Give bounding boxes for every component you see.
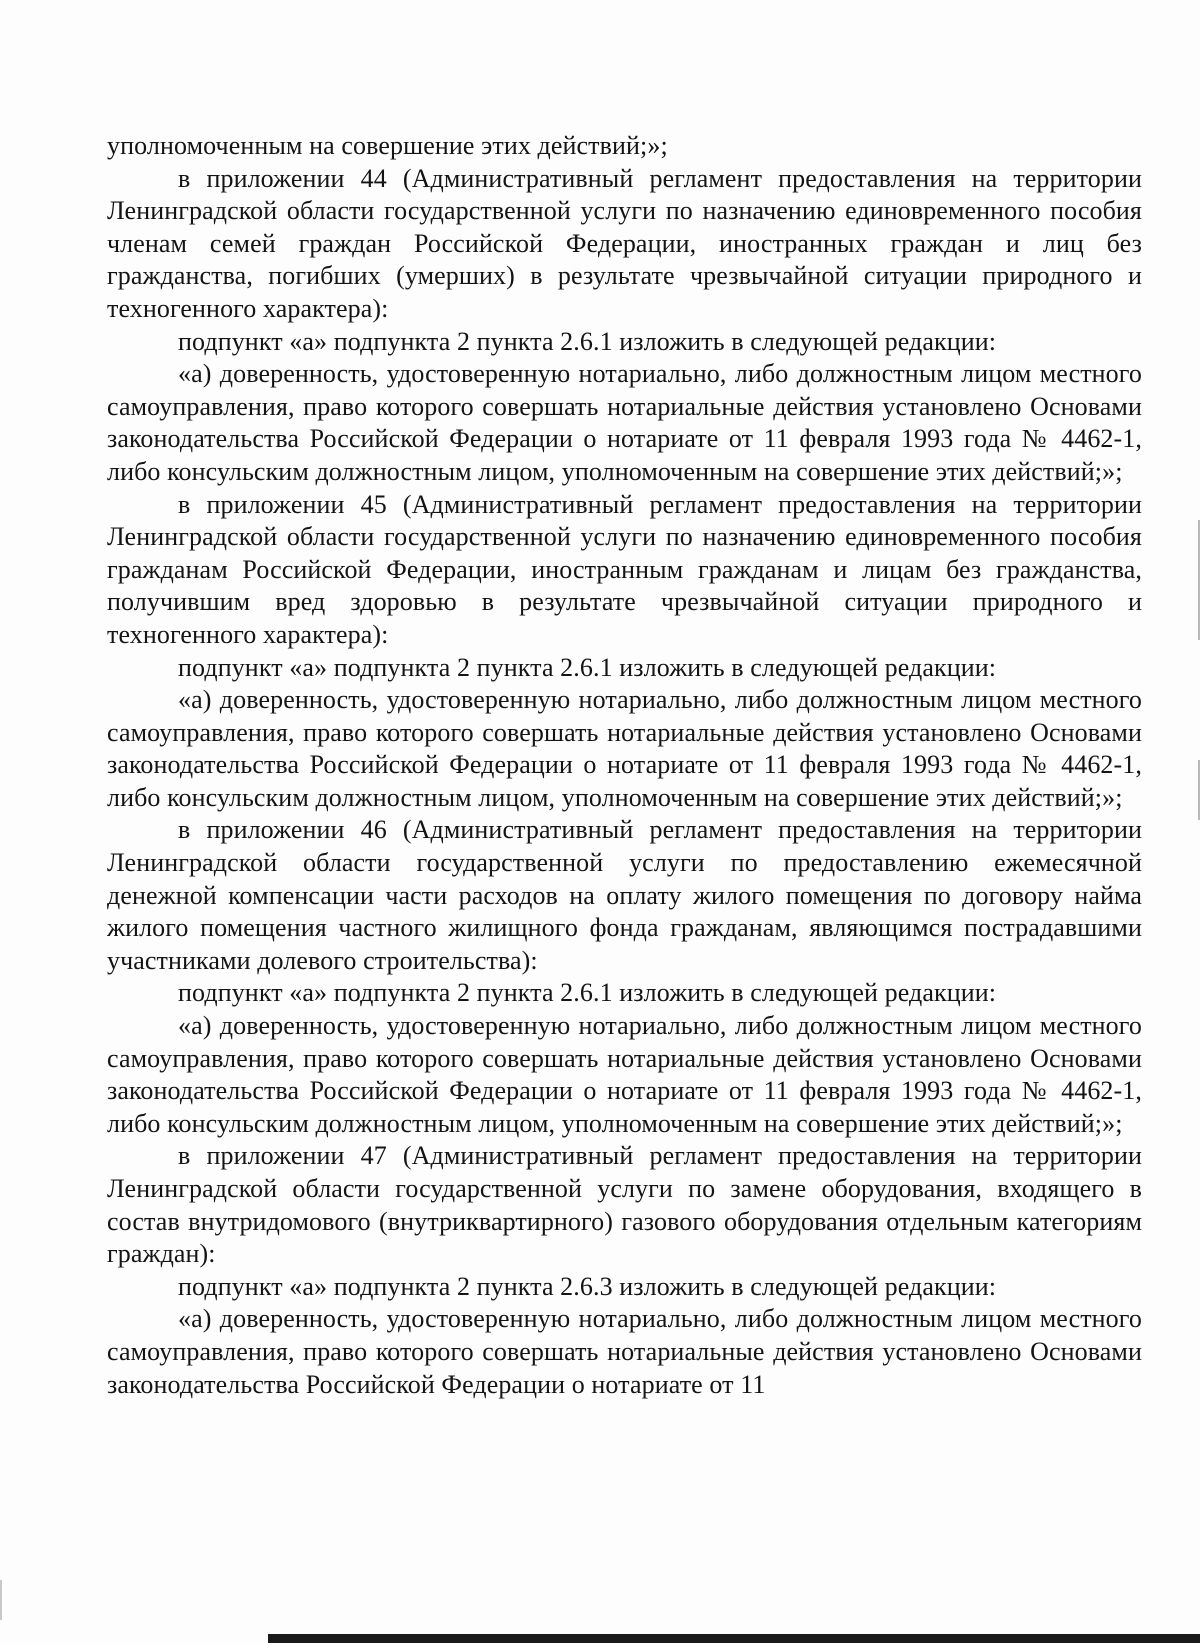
paragraph: подпункт «а» подпункта 2 пункта 2.6.1 изложить в следующей редакции: [178, 652, 997, 682]
paragraph: уполномоченным на совершение этих действий;»; [107, 131, 668, 160]
document-page [107, 130, 1142, 1401]
paragraph: подпункт «а» подпункта 2 пункта 2.6.3 изложить в следующей редакции: [178, 1271, 997, 1301]
paragraph: подпункт «а» подпункта 2 пункта 2.6.1 изложить в следующей редакции: [178, 978, 997, 1008]
scan-edge-mark [0, 1580, 2, 1620]
paragraph: «а) доверенность, удостоверенную нотариально, либо должностным лицом местного самоуправления, право которого совершать нотариальные действия установлено Основами законодательства Российской Федерации о нотариате от 11 февраля 1993 года № 4462-1, либо консульским должностным лицом, уполномоченным на совершение этих действий;»; [107, 359, 1142, 486]
paragraph: «а) доверенность, удостоверенную нотариально, либо должностным лицом местного самоуправления, право которого совершать нотариальные действия установлено Основами законодательства Российской Федерации о нотариате от 11 февраля 1993 года № 4462-1, либо консульским должностным лицом, уполномоченным на совершение этих действий;»; [107, 685, 1142, 812]
paragraph: в приложении 44 (Административный регламент предоставления на территории Ленинградской области государственной услуги по назначению единовременного пособия членам семей граждан Российской Федерации, иностранных граждан и лиц без гражданства, погибших (умерших) в результате чрезвычайной ситуации природного и техногенного характера): [107, 163, 1142, 323]
paragraph: «а) доверенность, удостоверенную нотариально, либо должностным лицом местного самоуправления, право которого совершать нотариальные действия установлено Основами законодательства Российской Федерации о нотариате от 11 [107, 1304, 1142, 1399]
paragraph: в приложении 46 (Административный регламент предоставления на территории Ленинградской области государственной услуги по предоставлению ежемесячной денежной компенсации части расходов на оплату жилого помещения по договору найма жилого помещения частного жилищного фонда гражданам, являющимся пострадавшими участниками долевого строительства): [107, 815, 1142, 975]
paragraph: подпункт «а» подпункта 2 пункта 2.6.1 изложить в следующей редакции: [178, 326, 997, 356]
scan-bottom-rule [268, 1634, 1200, 1643]
paragraph: в приложении 47 (Административный регламент предоставления на территории Ленинградской области государственной услуги по замене оборудования, входящего в состав внутридомового (внутриквартирного) газового оборудования отдельным категориям граждан): [107, 1141, 1142, 1269]
paragraph: в приложении 45 (Административный регламент предоставления на территории Ленинградской области государственной услуги по назначению единовременного пособия гражданам Российской Федерации, иностранным гражданам и лицам без гражданства, получившим вред здоровью в результате чрезвычайной ситуации природного и техногенного характера): [107, 489, 1142, 649]
paragraph: «а) доверенность, удостоверенную нотариально, либо должностным лицом местного самоуправления, право которого совершать нотариальные действия установлено Основами законодательства Российской Федерации о нотариате от 11 февраля 1993 года № 4462-1, либо консульским должностным лицом, уполномоченным на совершение этих действий;»; [107, 1011, 1142, 1138]
